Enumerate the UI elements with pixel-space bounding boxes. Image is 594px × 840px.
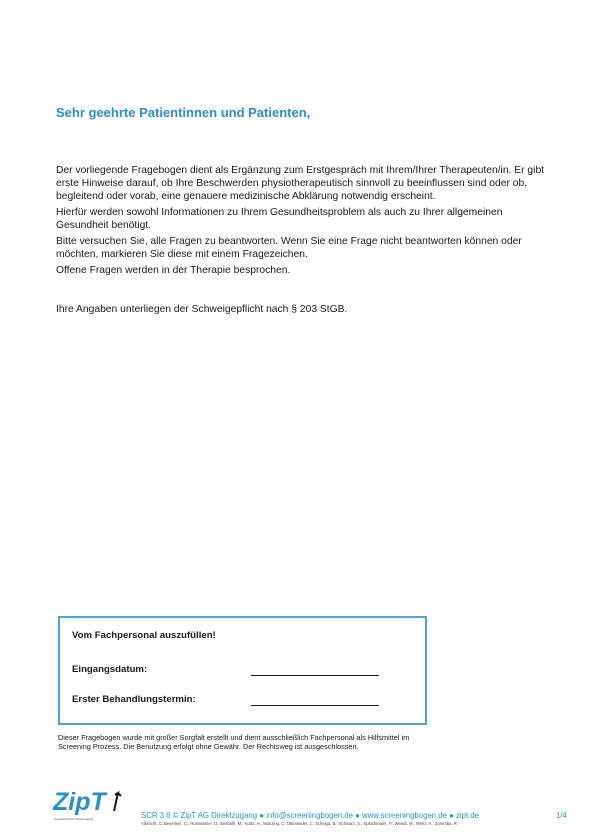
confidentiality-paragraph: Ihre Angaben unterliegen der Schweigepflicht nach § 203 StGB. (56, 304, 348, 315)
zipt-logo (52, 786, 128, 824)
logo-arrow-icon (114, 793, 121, 811)
greeting-heading: Sehr geehrte Patientinnen und Patienten, (56, 105, 311, 120)
open-questions-paragraph: Offene Fragen werden in der Therapie besprochen. (56, 265, 291, 276)
disclaimer-text: Dieser Fragebogen wurde mit großer Sorgfalt erstellt und dient ausschließlich Fachpersonal als Hilfsmittel im Screening Prozess. Die Benutzung erfolgt ohne Gewähr. Der Rechtsweg ist ausgeschlossen. (58, 733, 410, 751)
intake-date-field[interactable] (251, 675, 379, 676)
intro-text (56, 164, 546, 319)
first-treatment-field[interactable] (251, 705, 379, 706)
instructions-paragraph: Bitte versuchen Sie, alle Fragen zu beantworten. Wenn Sie eine Frage nicht beantworten können oder möchten, markieren Sie diese mit einem Fragezeichen. (56, 236, 522, 260)
footer-info: SCR 3.6 © ZipT AG Direktzugang ● info@screeningbogen.de ● www.screeningbogen.de ● zipt.de (141, 811, 479, 820)
page-number: 1/4 (556, 811, 567, 820)
staff-box-title: Vom Fachpersonal auszufüllen! (72, 630, 216, 641)
intake-date-label: Eingangsdatum: (72, 664, 148, 675)
first-treatment-label: Erster Behandlungstermin: (72, 694, 196, 705)
intro-paragraph: Der vorliegende Fragebogen dient als Ergänzung zum Erstgespräch mit Ihrem/Ihrer Therapeuten/in. Er gibt erste Hinweise darauf, ob Ihre Beschwerden physiotherapeutisch sinnvoll zu beeinflussen sind oder ob, begleitend oder vorab, eine genauere medizinische Abklärung notwendig erscheint. (56, 165, 545, 202)
logo-caption: Gesellschaft für Direktzugang (54, 817, 94, 821)
logo-text: ZipT (53, 788, 106, 816)
info-paragraph: Hierfür werden sowohl Informationen zu Ihrem Gesundheitsproblem als auch zu Ihrer allgemeinen Gesundheit benötigt. (56, 207, 503, 231)
footer-authors: Albrecht, C; Beyerlein, C.; Hornsteiner, U; Isenbahl, M.; Kortz, H.; Münzing, C; Oberweder, J.; Scheiga, B.; Schwarz, S.; Splüchmaier, P.; Wendt, M.; Weitz, A.; Zoremba, R. (141, 821, 458, 826)
staff-only-box (58, 616, 427, 725)
